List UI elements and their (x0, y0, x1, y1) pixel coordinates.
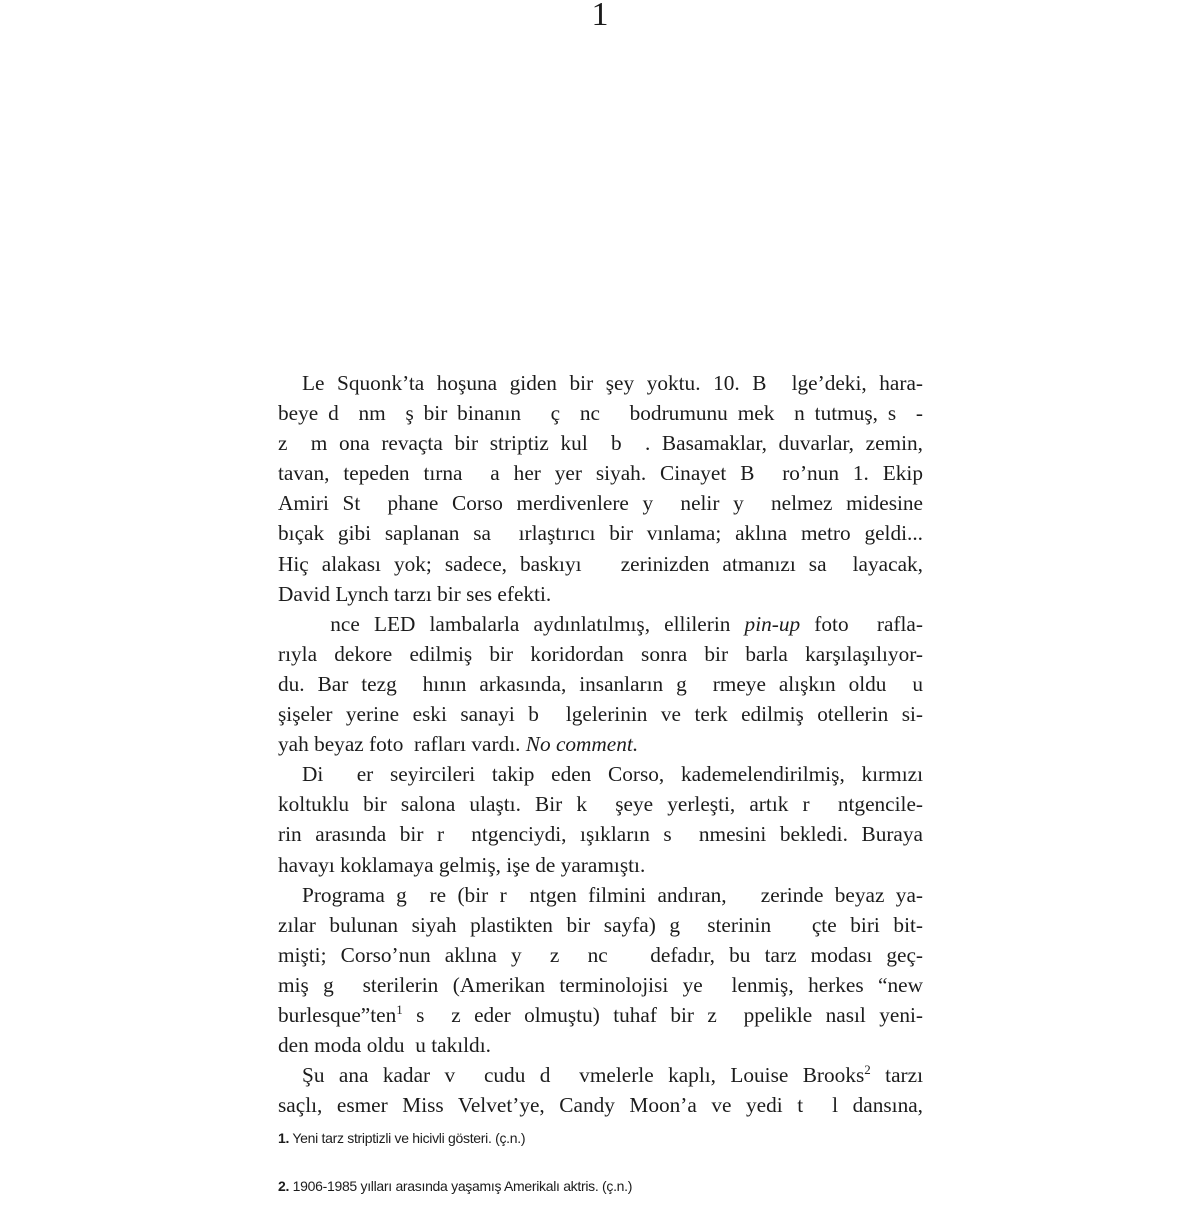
footnote-ref-2[interactable]: 2 (864, 1062, 871, 1078)
text-span: foto rafla- (800, 611, 923, 636)
text-line: Le Squonk’ta hoşuna giden bir şey yoktu. 10. B lge’deki, hara- (302, 371, 923, 395)
text-line: z m ona revaçta bir striptiz kul b . Basamaklar, duvarlar, zemin, (278, 431, 923, 456)
footnote-ref-1[interactable]: 1 (396, 1001, 403, 1017)
text-line (278, 1000, 923, 1030)
text-line (278, 1060, 923, 1090)
text-line: saçlı, esmer Miss Velvet’ye, Candy Moon’a ve yedi t l dansına, (278, 1093, 923, 1118)
text-line: zılar bulunan siyah plastikten bir sayfa) g sterinin çte biri bit- (278, 912, 923, 937)
text-line: Programa g re (bir r ntgen filmini andıran, zerinde beyaz ya- (302, 882, 923, 907)
text-line: havayı koklamaya gelmiş, işe de yaramıştı. (278, 852, 646, 877)
text-line: du. Bar tezg hının arkasında, insanların g rmeye alışkın oldu u (278, 671, 923, 696)
text-line (278, 729, 923, 759)
text-span: nce LED lambalarla aydınlatılmış, ellilerin (302, 611, 745, 636)
text-line: Di er seyircileri takip eden Corso, kademelendirilmiş, kırmızı (302, 762, 923, 787)
text-line: tavan, tepeden tırna a her yer siyah. Cinayet B ro’nun 1. Ekip (278, 461, 923, 486)
text-line: rin arasında bir r ntgenciydi, ışıkların s nmesini bekledi. Buraya (278, 822, 923, 847)
text-line: rıyla dekore edilmiş bir koridordan sonra bir barla karşılaşılıyor- (278, 641, 923, 666)
footnotes (278, 1130, 632, 1226)
footnote-number: 2. (278, 1178, 290, 1194)
text-line: şişeler yerine eski sanayi b lgelerinin ve terk edilmiş otellerin si- (278, 702, 923, 727)
page-number: 1 (591, 0, 609, 33)
italic-text: pin-up (744, 611, 801, 636)
text-line: den moda oldu u takıldı. (278, 1033, 491, 1058)
text-line (278, 609, 923, 639)
text-line: mişti; Corso’nun aklına y z nc defadır, bu tarz modası geç- (278, 942, 923, 967)
italic-text: No comment. (525, 732, 639, 757)
text-span: s z eder olmuştu) tuhaf bir z ppelikle nasıl yeni- (402, 1002, 923, 1027)
text-span: tarzı (870, 1063, 923, 1088)
text-line: Amiri St phane Corso merdivenlere y nelir y nelmez midesine (278, 491, 923, 516)
text-line: koltuklu bir salona ulaştı. Bir k şeye yerleşti, artık r ntgencile- (278, 792, 923, 817)
text-line: Hiç alakası yok; sadece, baskıyı zerinizden atmanızı sa layacak, (278, 551, 923, 576)
text-line: miş g sterilerin (Amerikan terminolojisi ye lenmiş, herkes “new (278, 972, 923, 997)
text-span: burlesque”ten (278, 1002, 397, 1027)
body-text (278, 368, 923, 1120)
text-line: David Lynch tarzı bir ses efekti. (278, 581, 552, 606)
text-line: bıçak gibi saplanan sa ırlaştırıcı bir vınlama; aklına metro geldi... (278, 521, 923, 546)
footnote-number: 1. (278, 1130, 290, 1146)
text-span: yah beyaz foto rafları vardı. (278, 732, 526, 757)
footnote-text: Yeni tarz striptizli ve hicivli gösteri. (ç.n.) (289, 1130, 526, 1146)
text-line: beye d nm ş bir binanın ç nc bodrumunu mek n tutmuş, s - (278, 401, 923, 426)
text-span: Şu ana kadar v cudu d vmelerle kaplı, Louise Brooks (302, 1063, 865, 1088)
footnote-text: 1906-1985 yılları arasında yaşamış Amerikalı aktris. (ç.n.) (289, 1178, 633, 1194)
footnote-1 (278, 1130, 632, 1178)
footnote-2 (278, 1178, 632, 1226)
